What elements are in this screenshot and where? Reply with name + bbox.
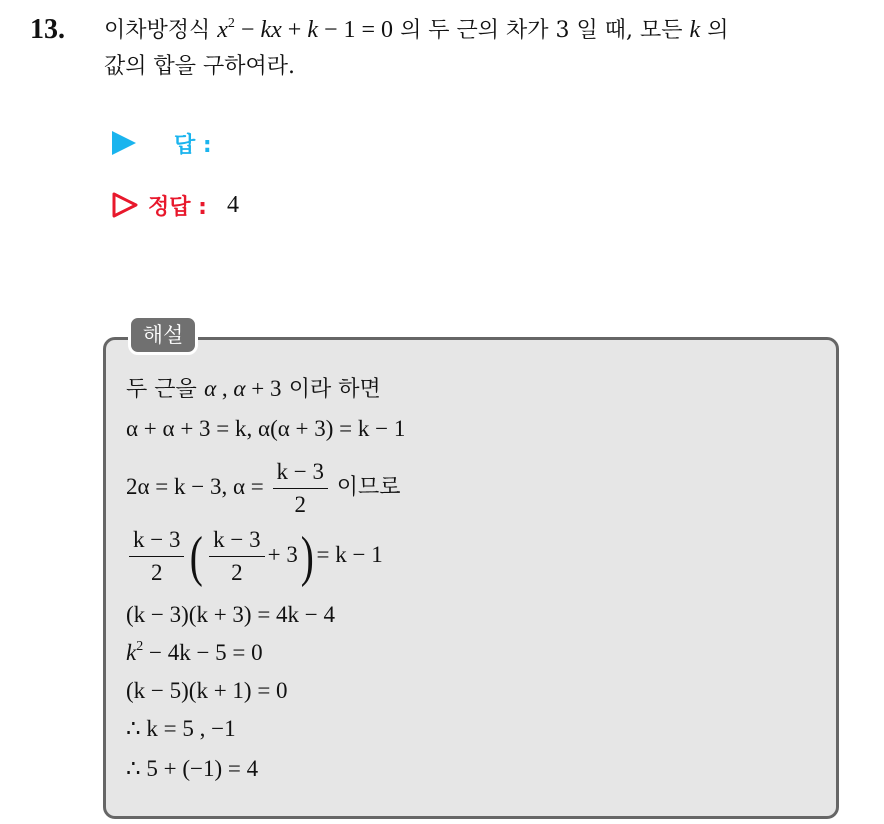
question-number: 13. <box>30 14 65 45</box>
answer-row <box>112 126 212 160</box>
question-text-b: 의 두 근의 차가 3 일 때, 모든 <box>400 18 683 43</box>
explanation-line-3: 2α = k − 3, α = $\frac{k - 3}{2}$ 이므로 <box>126 459 401 517</box>
question-text-a: 이차방정식 <box>104 18 211 43</box>
explanation-line-9: ∴ 5 + (−1) = 4 <box>126 756 259 781</box>
correct-answer-label: 정답 : <box>148 194 207 220</box>
question-text-d: 값의 합을 구하여라. <box>104 54 295 79</box>
explanation-line-7: (k − 5)(k + 1) = 0 <box>126 678 288 703</box>
question-equation: $x^2$ − kx + k − 1 = 0 <box>217 16 394 43</box>
fraction: $\frac{k - 3}{2}$ <box>273 458 328 519</box>
explanation-line-2: α + α + 3 = k, α(α + 3) = k − 1 <box>126 416 406 441</box>
question-text-c: 의 <box>707 18 729 43</box>
fraction: $\frac{k - 3}{2}$ <box>209 526 264 587</box>
explanation-tab: 해설 <box>128 315 198 355</box>
explanation-line-5: (k − 3)(k + 3) = 4k − 4 <box>126 602 336 627</box>
fraction: $\frac{k - 3}{2}$ <box>129 526 184 587</box>
correct-answer-value: 4 <box>226 191 239 218</box>
outline-triangle-icon <box>112 192 138 218</box>
play-triangle-icon <box>112 131 136 155</box>
explanation-line-8: ∴ k = 5 , −1 <box>126 716 236 741</box>
explanation-line-4: $\frac{k - 3}{2}$ ( $\frac{k - 3}{2}$ + 3) = k − 1 <box>126 526 383 587</box>
answer-label: 답 : <box>174 132 212 158</box>
explanation-line-1: 두 근을 α , α + 3 이라 하면 <box>126 376 381 402</box>
question-text <box>104 12 870 85</box>
question-var-k: k <box>689 17 701 43</box>
explanation-line-6: $k^2 - 4k - 5 = 0$ <box>126 639 263 665</box>
correct-answer-row <box>112 188 239 222</box>
